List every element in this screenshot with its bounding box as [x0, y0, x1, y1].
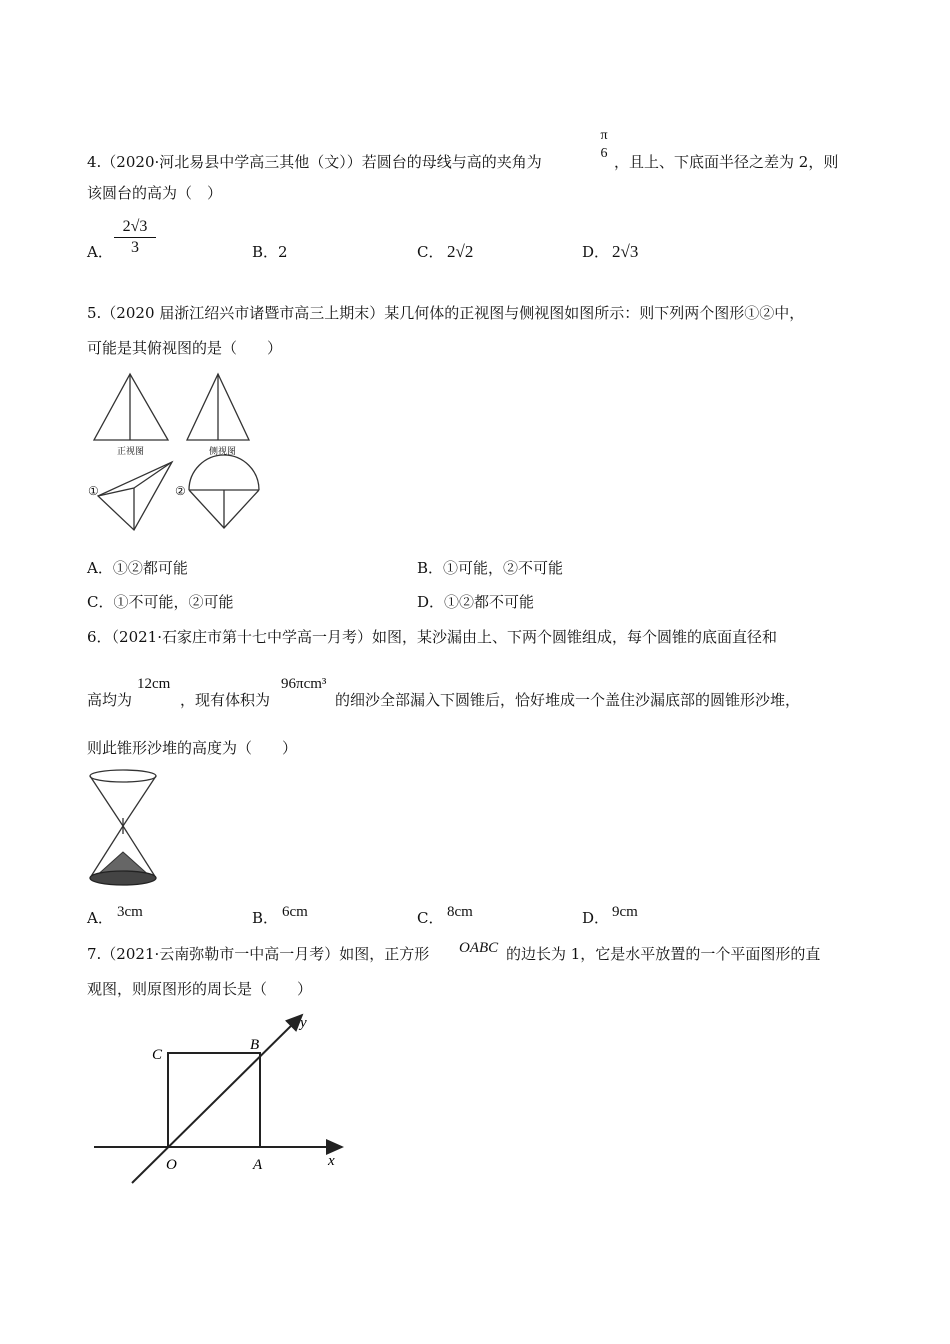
- q4-option-d-value: 2√3: [612, 242, 639, 261]
- q7-oabc: OABC: [459, 940, 499, 956]
- q6-bottom-ellipse: [90, 871, 156, 885]
- q6-option-b-value: 6cm: [282, 904, 308, 920]
- q7-coordinate-figure: [90, 1005, 360, 1190]
- q7-label-a: A: [253, 1157, 263, 1173]
- q7-line1-a: 7.（2021·云南弥勒市一中高一月考）如图，正方形: [87, 945, 430, 963]
- q5-top-view-1-shape: [98, 462, 172, 530]
- q6-value-96pi: 96πcm³: [281, 676, 327, 692]
- q5-side-view-figure: [181, 368, 261, 448]
- q6-option-b[interactable]: B．: [252, 909, 279, 927]
- q6-line1: 6．（2021·石家庄市第十七中学高一月考）如图，某沙漏由上、下两个圆锥组成，每个圆锥的底面直径和: [87, 628, 777, 646]
- q5-option-c[interactable]: C．①不可能，②可能: [87, 593, 234, 611]
- q4-option-c[interactable]: C．: [417, 243, 444, 261]
- q7-y-axis: [132, 1015, 302, 1183]
- q4-option-b[interactable]: B．2: [252, 243, 288, 261]
- q7-label-c: C: [152, 1047, 163, 1063]
- q4-option-d[interactable]: D．: [582, 243, 610, 261]
- q4-line2: 该圆台的高为（ ）: [87, 184, 223, 202]
- q6-line2-a: 高均为: [87, 691, 133, 709]
- q4-line1-end: ，且上、下底面半径之差为 2，则: [614, 153, 839, 171]
- q5-option-a[interactable]: A．①②都可能: [87, 559, 188, 577]
- q4-pi-over-6: [596, 128, 612, 162]
- q5-top-view-2-semicircle: [189, 455, 259, 490]
- q5-side-view-label: 侧视图: [209, 447, 237, 457]
- q4-option-a-num: 2√3: [122, 218, 148, 235]
- q5-line2: 可能是其俯视图的是（ ）: [87, 339, 283, 357]
- q5-option-b[interactable]: B．①可能，②不可能: [417, 559, 564, 577]
- q6-option-c-value: 8cm: [447, 904, 473, 920]
- q6-option-c[interactable]: C．: [417, 909, 444, 927]
- q6-option-d[interactable]: D．: [582, 909, 610, 927]
- q4-line1: 4.（2020·河北易县中学高三其他（文））若圆台的母线与高的夹角为: [87, 153, 542, 171]
- q4-option-a[interactable]: A．: [87, 243, 113, 261]
- q7-label-y: y: [300, 1015, 307, 1031]
- q6-option-d-value: 9cm: [612, 904, 638, 920]
- q4-option-c-value: 2√2: [447, 242, 474, 261]
- q5-front-view-label: 正视图: [117, 447, 145, 457]
- q7-label-b: B: [250, 1037, 260, 1053]
- q6-option-a[interactable]: A．: [87, 909, 113, 927]
- q4-option-a-den: 3: [131, 239, 139, 256]
- q4-option-a-fraction: [114, 218, 156, 257]
- q6-option-a-value: 3cm: [117, 904, 143, 920]
- q4-pi-den: 6: [600, 146, 608, 161]
- q6-line2-b: ，现有体积为: [180, 691, 271, 709]
- q6-hourglass-figure: [86, 766, 166, 891]
- q7-label-x: x: [328, 1153, 335, 1169]
- q5-top-view-1: [96, 458, 176, 538]
- q5-line1: 5.（2020 届浙江绍兴市诸暨市高三上期末）某几何体的正视图与侧视图如图所示：则下列两个图形①②中，: [87, 304, 805, 322]
- q6-line3: 则此锥形沙堆的高度为（ ）: [87, 739, 298, 757]
- q6-top-ellipse: [90, 770, 156, 782]
- q6-value-12cm: 12cm: [137, 676, 171, 692]
- q6-line2-c: 的细沙全部漏入下圆锥后，恰好堆成一个盖住沙漏底部的圆锥形沙堆，: [335, 691, 801, 709]
- q7-line2: 观图，则原图形的周长是（ ）: [87, 980, 313, 998]
- q7-label-o: O: [166, 1157, 177, 1173]
- q5-fig-mark-2: ②: [175, 484, 186, 498]
- q5-fig-mark-1: ①: [88, 484, 99, 498]
- q4-pi-num: π: [600, 128, 608, 143]
- q7-line1-b: 的边长为 1，它是水平放置的一个平面图形的直: [506, 945, 821, 963]
- q5-top-view-2: [187, 452, 267, 537]
- fraction-bar: [114, 237, 156, 238]
- q5-option-d[interactable]: D．①②都不可能: [417, 593, 535, 611]
- q5-front-view-triangle: [94, 374, 168, 440]
